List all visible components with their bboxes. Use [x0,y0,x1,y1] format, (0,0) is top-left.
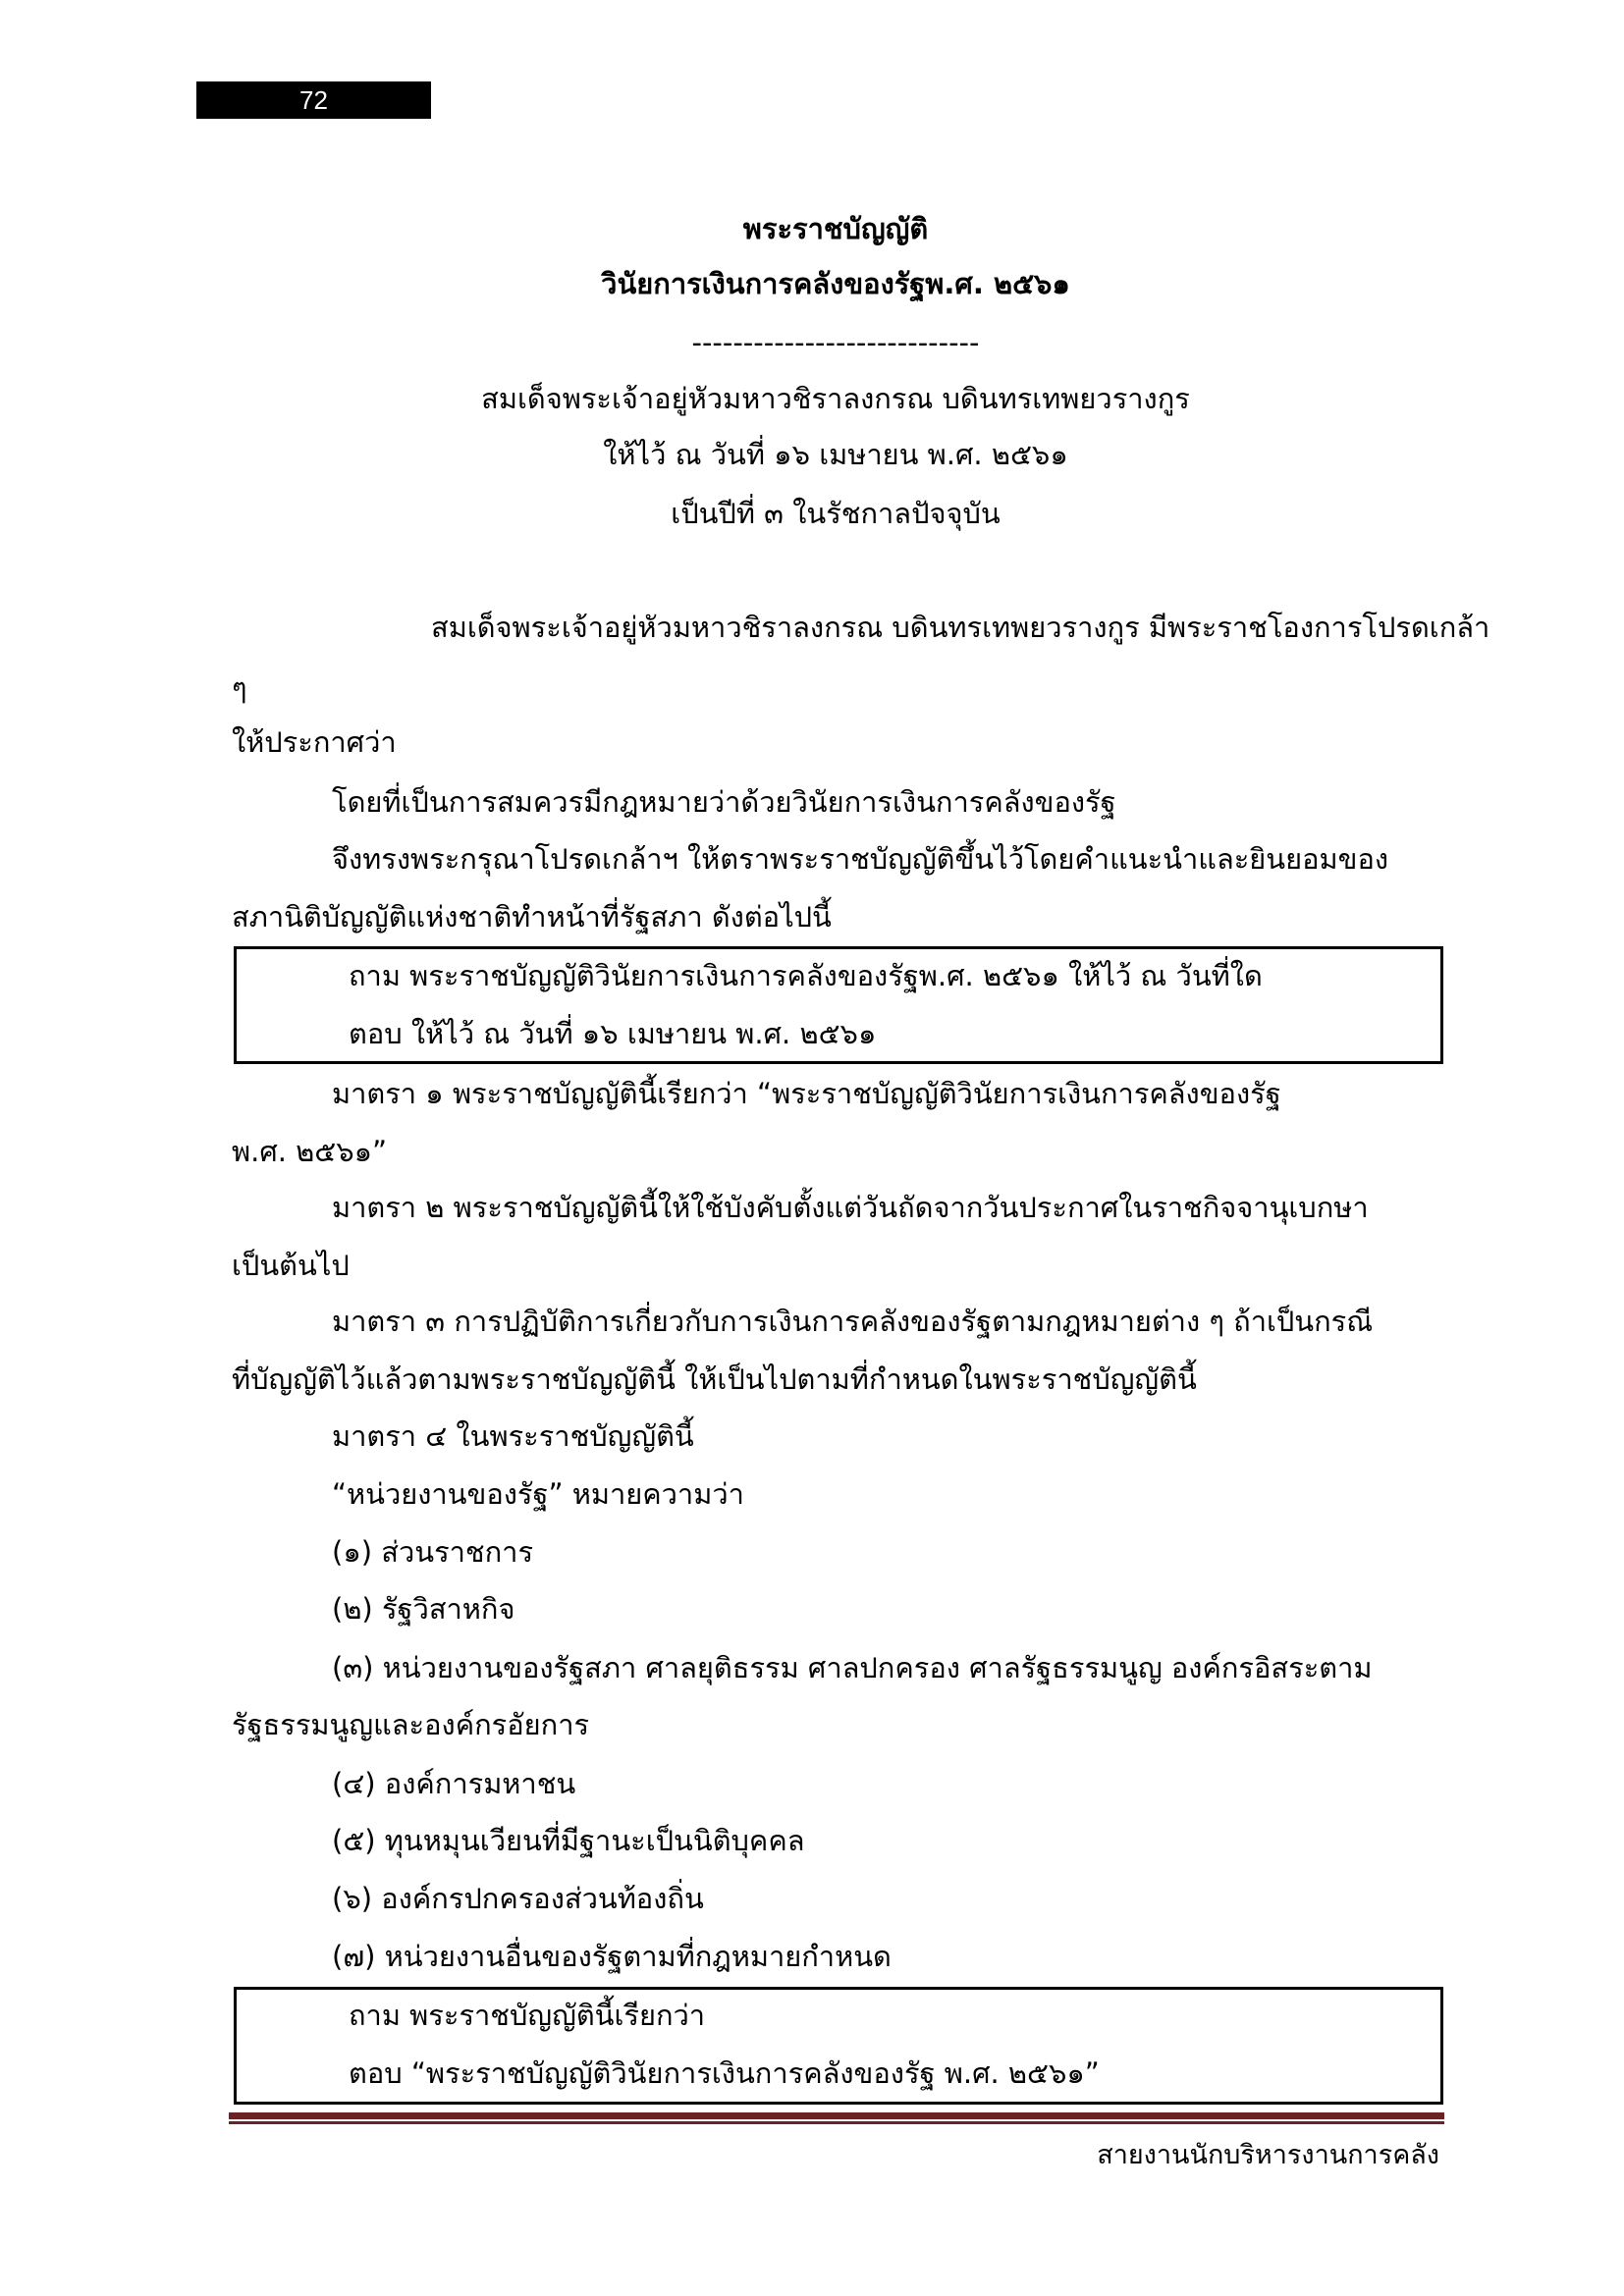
preamble-end: ให้ประกาศว่า [232,725,397,759]
preamble-cont: ๆ [232,671,247,705]
section-3: มาตรา ๓ การปฏิบัติการเกี่ยวกับการเงินการคลังของรัฐตามกฎหมายต่าง ๆ ถ้าเป็นกรณี [332,1305,1374,1338]
reign-year: เป็นปีที่ ๓ ในรัชกาลปัจจุบัน [671,497,1001,530]
page-number: 72 [196,81,431,119]
separator: ---------------------------- [691,326,980,359]
enactment-paragraph: จึงทรงพระกรุณาโปรดเกล้าฯ ให้ตราพระราชบัญญัติขึ้นไว้โดยคำแนะนำและยินยอมของ [332,842,1389,876]
list-item: (๔) องค์การมหาชน [332,1767,576,1800]
section-2-cont: เป็นต้นไป [232,1249,350,1282]
act-title: พระราชบัญญัติ [742,212,929,245]
footer-rule-thin [229,2121,1444,2124]
list-item: (๖) องค์กรปกครองส่วนท้องถิ่น [332,1882,704,1915]
list-item: (๕) ทุนหมุนเวียนที่มีฐานะเป็นนิติบุคคล [332,1824,805,1857]
section-2: มาตรา ๒ พระราชบัญญัตินี้ให้ใช้บังคับตั้งแต่วันถัดจากวันประกาศในราชกิจจานุเบกษา [332,1191,1369,1224]
definition: “หน่วยงานของรัฐ” หมายความว่า [332,1477,744,1511]
list-item: (๓) หน่วยงานของรัฐสภา ศาลยุติธรรม ศาลปกครอง ศาลรัฐธรรมนูญ องค์กรอิสระตาม [332,1651,1373,1684]
act-subtitle: วินัยการเงินการคลังของรัฐพ.ศ. ๒๕๖๑ [601,267,1070,300]
list-item: (๒) รัฐวิสาหกิจ [332,1592,515,1626]
qa2-answer: ตอบ “พระราชบัญญัติวินัยการเงินการคลังของรัฐ พ.ศ. ๒๕๖๑” [349,2056,1100,2090]
list-item: (๑) ส่วนราชการ [332,1535,534,1569]
preamble: สมเด็จพระเจ้าอยู่หัวมหาวชิราลงกรณ บดินทรเทพยวรางกูร มีพระราชโองการโปรดเกล้า [431,611,1490,644]
qa2-question: ถาม พระราชบัญญัตินี้เรียกว่า [349,1999,706,2032]
given-date: ให้ไว้ ณ วันที่ ๑๖ เมษายน พ.ศ. ๒๕๖๑ [603,438,1068,471]
section-4: มาตรา ๔ ในพระราชบัญญัตินี้ [332,1419,694,1453]
footer-rule-thick [229,2112,1444,2119]
footer-text: สายงานนักบริหารงานการคลัง [1097,2140,1439,2170]
list-item: (๗) หน่วยงานอื่นของรัฐตามที่กฎหมายกำหนด [332,1940,892,1973]
qa1-answer: ตอบ ให้ไว้ ณ วันที่ ๑๖ เมษายน พ.ศ. ๒๕๖๑ [349,1017,877,1050]
whereas-paragraph: โดยที่เป็นการสมควรมีกฎหมายว่าด้วยวินัยการเงินการคลังของรัฐ [332,785,1116,819]
king-name: สมเด็จพระเจ้าอยู่หัวมหาวชิราลงกรณ บดินทรเทพยวรางกูร [481,382,1190,415]
qa1-question: ถาม พระราชบัญญัติวินัยการเงินการคลังของรัฐพ.ศ. ๒๕๖๑ ให้ไว้ ณ วันที่ใด [349,959,1263,992]
section-1: มาตรา ๑ พระราชบัญญัตินี้เรียกว่า “พระราชบัญญัติวินัยการเงินการคลังของรัฐ [332,1077,1281,1110]
list-item-cont: รัฐธรรมนูญและองค์กรอัยการ [232,1708,590,1741]
section-3-cont: ที่บัญญัติไว้แล้วตามพระราชบัญญัตินี้ ให้เป็นไปตามที่กำหนดในพระราชบัญญัตินี้ [232,1362,1197,1396]
enactment-paragraph-cont: สภานิติบัญญัติแห่งชาติทำหน้าที่รัฐสภา ดังต่อไปนี้ [232,900,832,934]
section-1-cont: พ.ศ. ๒๕๖๑” [232,1135,388,1168]
